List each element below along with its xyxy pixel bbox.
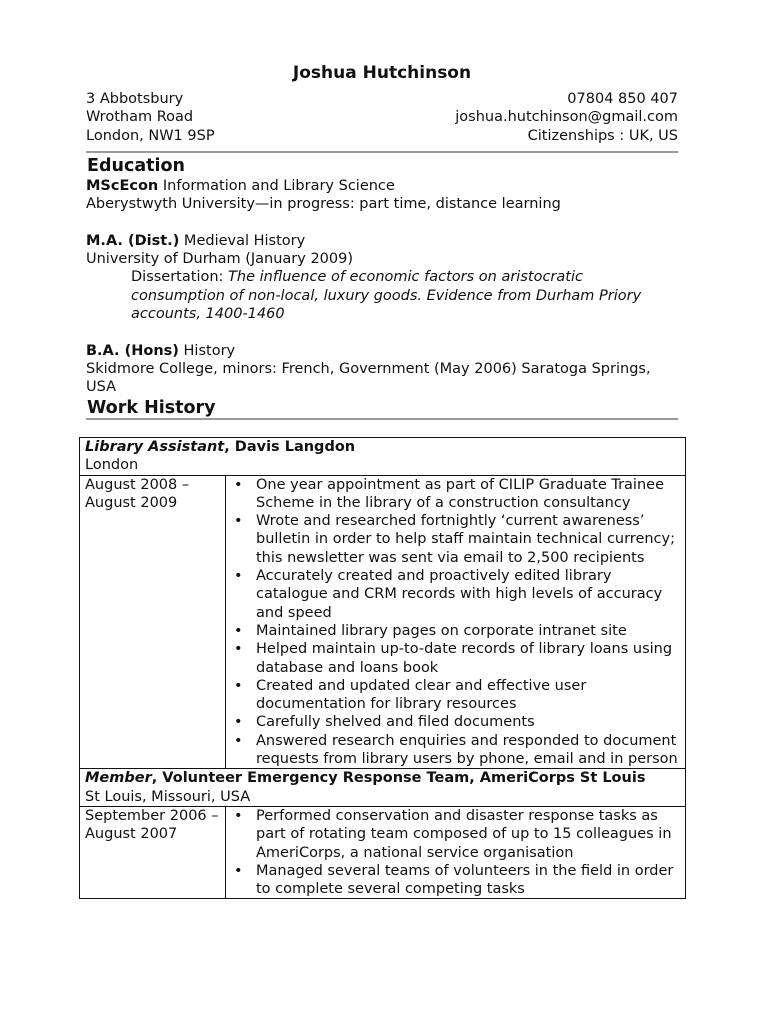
candidate-name: Joshua Hutchinson bbox=[292, 63, 472, 83]
degree-subject: Medieval History bbox=[179, 232, 306, 249]
duty-item: • Wrote and researched fortnightly ‘current awareness’ bulletin in order to help staff maintain technical currency; this newsletter was sent via email to 2,500 recipients bbox=[234, 513, 675, 566]
duty-item: • Carefully shelved and filed documents bbox=[234, 714, 535, 731]
job-dates: September 2006 – August 2007 bbox=[80, 806, 226, 898]
degree-name: MScEcon bbox=[86, 177, 159, 194]
job-dates: August 2008 – August 2009 bbox=[80, 475, 226, 769]
duty-text: Created and updated clear and effective user documentation for library resources bbox=[256, 677, 587, 713]
address-line: London, NW1 9SP bbox=[86, 127, 215, 144]
degree-entry bbox=[86, 232, 678, 323]
section-divider bbox=[86, 151, 678, 153]
duty-item: • Managed several teams of volunteers in the field in order to complete several competing tasks bbox=[234, 862, 674, 898]
degree-subject: Information and Library Science bbox=[158, 177, 395, 194]
degree-detail: University of Durham (January 2009) bbox=[86, 251, 354, 268]
duty-text: Helped maintain up-to-date records of library loans using database and loans book bbox=[256, 641, 673, 676]
degree-detail: Skidmore College, minors: French, Government (May 2006) Saratoga Springs, USA bbox=[86, 360, 651, 396]
duty-text: Maintained library pages on corporate intranet site bbox=[256, 622, 627, 639]
job-employer: , Volunteer Emergency Response Team, AmeriCorps St Louis bbox=[151, 770, 646, 787]
duty-item: • Performed conservation and disaster response tasks as part of rotating team composed of up to 15 colleagues in AmeriCorps, a national service organisation bbox=[234, 807, 672, 861]
address-block bbox=[86, 90, 215, 145]
duty-list bbox=[231, 807, 680, 898]
job-duties-cell bbox=[226, 806, 686, 898]
address-line: Wrotham Road bbox=[86, 109, 194, 126]
degree-title bbox=[86, 177, 678, 195]
citizenships: Citizenships : UK, US bbox=[527, 127, 678, 144]
degree-title bbox=[86, 232, 678, 250]
job-header-row bbox=[80, 769, 686, 807]
duty-item: • Accurately created and proactively edited library catalogue and CRM records with high levels of accuracy and speed bbox=[234, 568, 663, 621]
address-line: 3 Abbotsbury bbox=[86, 91, 184, 107]
dissertation-label: Dissertation: bbox=[131, 269, 229, 286]
degree-name: B.A. (Hons) bbox=[86, 342, 179, 359]
phone-number: 07804 850 407 bbox=[567, 91, 678, 107]
degree-subject: History bbox=[178, 342, 236, 359]
degree-title bbox=[86, 342, 678, 360]
job-employer: , Davis Langdon bbox=[224, 439, 356, 455]
dissertation-title: The influence of economic factors on aristocratic consumption of non-local, luxury goods. Evidence from Durham Priory accounts, 1400-1460 bbox=[131, 269, 642, 322]
degree-entry bbox=[86, 177, 678, 214]
job-role: Member bbox=[85, 770, 152, 787]
duty-item: • Created and updated clear and effective user documentation for library resources bbox=[234, 677, 587, 713]
job-header-row bbox=[80, 438, 686, 476]
duty-text: Carefully shelved and filed documents bbox=[256, 714, 535, 731]
duty-item: • Answered research enquiries and responded to document requests from library users by phone, email and in person bbox=[234, 732, 678, 768]
degree-name: M.A. (Dist.) bbox=[86, 232, 180, 249]
job-role: Library Assistant bbox=[85, 439, 225, 455]
job-header bbox=[80, 438, 686, 476]
contact-details bbox=[455, 90, 678, 145]
duty-text: Managed several teams of volunteers in the field in order to complete several competing tasks bbox=[256, 862, 674, 898]
duty-text: One year appointment as part of CILIP Graduate Trainee Scheme in the library of a construction consultancy bbox=[256, 476, 664, 511]
resume-page bbox=[86, 62, 678, 420]
job-detail-row bbox=[80, 806, 686, 898]
email-address: joshua.hutchinson@gmail.com bbox=[455, 109, 678, 126]
degree-entry bbox=[86, 342, 678, 397]
dissertation bbox=[86, 268, 678, 323]
job-header bbox=[80, 769, 686, 807]
job-detail-row bbox=[80, 475, 686, 769]
duty-item: • One year appointment as part of CILIP Graduate Trainee Scheme in the library of a construction consultancy bbox=[234, 476, 664, 511]
duty-list bbox=[231, 476, 680, 769]
work-history-table bbox=[79, 437, 686, 899]
duty-text: Answered research enquiries and responded to document requests from library users by phone, email and in person bbox=[256, 732, 678, 768]
duty-text: Performed conservation and disaster response tasks as part of rotating team composed of up to 15 colleagues in AmeriCorps, a national service organisation bbox=[256, 807, 672, 861]
duty-item: • Maintained library pages on corporate intranet site bbox=[234, 622, 627, 639]
job-duties-cell bbox=[226, 475, 686, 769]
job-location: St Louis, Missouri, USA bbox=[85, 788, 251, 805]
contact-block bbox=[86, 90, 678, 145]
duty-text: Accurately created and proactively edited library catalogue and CRM records with high levels of accuracy and speed bbox=[256, 568, 663, 621]
work-history-heading: Work History bbox=[87, 398, 216, 419]
job-location: London bbox=[85, 457, 139, 474]
duty-item: • Helped maintain up-to-date records of library loans using database and loans book bbox=[234, 641, 673, 676]
education-heading: Education bbox=[87, 155, 185, 176]
duty-text: Wrote and researched fortnightly ‘current awareness’ bulletin in order to help staff maintain technical currency; this newsletter was sent via email to 2,500 recipients bbox=[256, 513, 675, 566]
degree-detail: Aberystwyth University—in progress: part time, distance learning bbox=[86, 196, 561, 213]
